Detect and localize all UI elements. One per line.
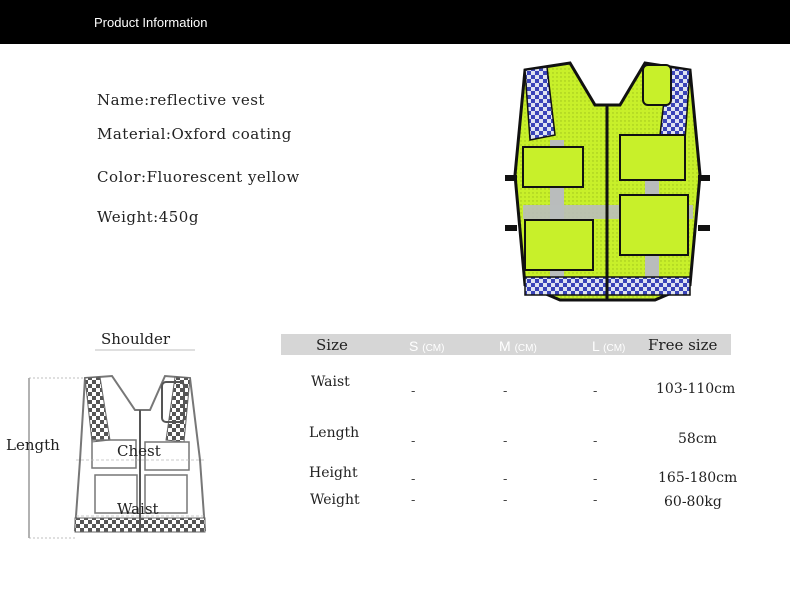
cell-height-l: - <box>593 472 598 487</box>
cell-waist-free: 103-110cm <box>656 381 736 397</box>
info-name-value: reflective vest <box>149 91 265 109</box>
col-header-m-unit: (CM) <box>514 343 537 354</box>
diagram-label-waist: Waist <box>117 500 159 518</box>
cell-weight-free: 60-80kg <box>664 494 722 510</box>
col-header-m-label: M <box>499 338 511 354</box>
cell-height-s: - <box>411 472 416 487</box>
cell-length-free: 58cm <box>678 431 717 447</box>
diagram-label-shoulder: Shoulder <box>101 330 171 348</box>
col-header-s-label: S <box>409 338 419 354</box>
cell-weight-m: - <box>503 493 508 508</box>
col-header-s-unit: (CM) <box>422 343 445 354</box>
cell-length-s: - <box>411 434 416 449</box>
cell-length-m: - <box>503 434 508 449</box>
cell-waist-l: - <box>593 384 598 399</box>
col-header-l <box>592 338 625 354</box>
info-color-label: Color: <box>97 168 147 186</box>
info-color <box>97 168 300 186</box>
row-name-length: Length <box>309 425 360 441</box>
cell-waist-m: - <box>503 384 508 399</box>
col-header-l-label: L <box>592 338 600 354</box>
cell-length-l: - <box>593 434 598 449</box>
header-title: Product Information <box>94 15 208 30</box>
info-material-value: Oxford coating <box>171 125 292 143</box>
col-header-s <box>409 338 444 354</box>
row-name-waist: Waist <box>311 374 350 390</box>
cell-weight-l: - <box>593 493 598 508</box>
cell-height-free: 165-180cm <box>658 470 738 486</box>
col-header-m <box>499 338 537 354</box>
row-name-height: Height <box>309 465 358 481</box>
info-name <box>97 91 265 109</box>
header-bar <box>0 0 790 44</box>
info-material <box>97 125 292 143</box>
info-weight <box>97 208 199 226</box>
cell-weight-s: - <box>411 493 416 508</box>
info-name-label: Name: <box>97 91 150 109</box>
diagram-label-chest: Chest <box>117 442 161 460</box>
col-header-l-unit: (CM) <box>603 343 626 354</box>
col-header-free-size: Free size <box>648 336 718 354</box>
info-color-value: Fluorescent yellow <box>146 168 300 186</box>
product-vest-image <box>495 55 720 315</box>
info-material-label: Material: <box>97 125 172 143</box>
info-weight-value: 450g <box>158 208 199 226</box>
cell-waist-s: - <box>411 384 416 399</box>
row-name-weight: Weight <box>310 492 360 508</box>
col-header-size: Size <box>316 336 348 354</box>
diagram-label-length: Length <box>6 436 60 454</box>
cell-height-m: - <box>503 472 508 487</box>
info-weight-label: Weight: <box>97 208 159 226</box>
